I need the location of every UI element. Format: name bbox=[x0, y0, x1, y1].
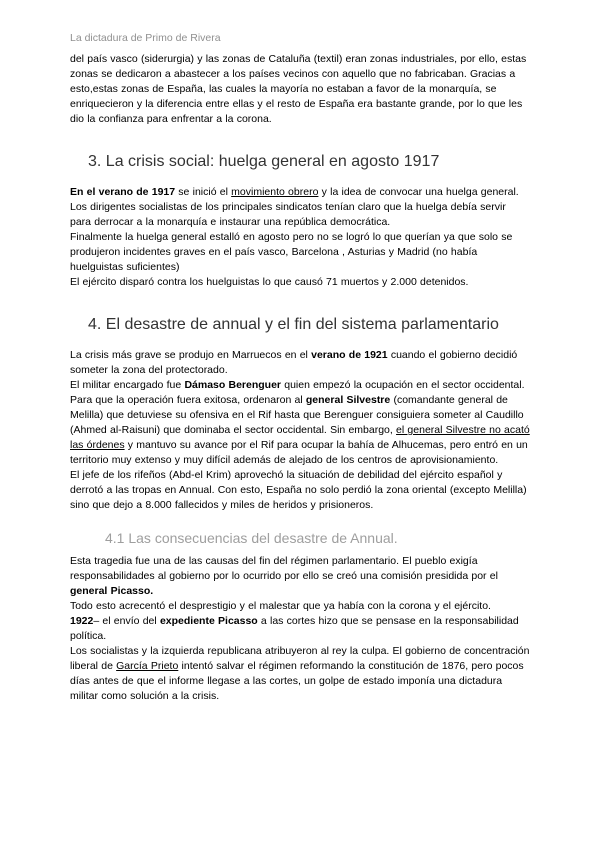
paragraph-ejercito-disparo bbox=[70, 275, 530, 290]
text-run: (comandante general de Melilla) que detuviese su ofensiva en el Rif hasta que Berenguer consiguiera someter al Caudillo (Ahmed al-Raisuni) que dominaba el sector occidental. Sin embargo, bbox=[70, 394, 524, 436]
paragraph-crisis-marruecos bbox=[70, 348, 530, 378]
text-run: a las cortes hizo que se pensase en la responsabilidad política. bbox=[70, 615, 519, 642]
text-run: Esta tragedia fue una de las causas del fin del régimen parlamentario. El pueblo exigía responsabilidades al gobierno por lo ocurrido por ello se creó una comisión presidida por el bbox=[70, 555, 498, 582]
text-run: Los socialistas y la izquierda republicana atribuyeron al rey la culpa. El gobierno de concentración liberal de bbox=[70, 645, 530, 672]
paragraph-expediente-picasso bbox=[70, 614, 530, 644]
text-run: El jefe de los rifeños (Abd-el Krim) aprovechó la situación de debilidad del ejército español y derrotó a las tropas en Annual. Con esto, España no solo perdió la zona oriental (excepto Melilla) sino que dejo a 8.000 fallecidos y miles de heridos y prisioneros. bbox=[70, 469, 527, 511]
bold-text-run: verano de 1921 bbox=[311, 349, 388, 361]
paragraph-industrial-zones bbox=[70, 52, 530, 127]
text-run: se inició el bbox=[175, 186, 232, 198]
underlined-text-run: el general Silvestre no acató las órdenes bbox=[70, 424, 530, 451]
document-body bbox=[70, 52, 530, 704]
bold-text-run: 1922 bbox=[70, 615, 94, 627]
underlined-text-run: García Prieto bbox=[116, 660, 179, 672]
paragraph-huelga-origen bbox=[70, 185, 530, 230]
paragraph-huelga-estallido bbox=[70, 230, 530, 275]
document-header-title: La dictadura de Primo de Rivera bbox=[70, 32, 221, 44]
text-run: Todo esto acrecentó el desprestigio y el malestar que ya había con la corona y el ejército. bbox=[70, 600, 491, 612]
text-run: y mantuvo su avance por el Rif para ocupar la bahía de Alhucemas, pero entró en un territorio muy extenso y muy difícil además de alejado de los centros de aprovisionamiento. bbox=[70, 439, 528, 466]
paragraph-desprestigio bbox=[70, 599, 530, 614]
underlined-text-run: movimiento obrero bbox=[231, 186, 319, 198]
text-run: La crisis más grave se produjo en Marruecos en el bbox=[70, 349, 312, 361]
paragraph-comision-picasso bbox=[70, 554, 530, 599]
bold-text-run: Dámaso Berenguer bbox=[184, 379, 282, 391]
bold-text-run: expediente Picasso bbox=[159, 615, 258, 627]
text-run: intentó salvar el régimen reformando la constitución de 1876, pero pocos días antes de que el informe llegase a las cortes, un golpe de estado imponía una dictadura militar como solución a la crisis. bbox=[70, 660, 524, 702]
bold-text-run: En el verano de 1917 bbox=[70, 186, 176, 198]
bold-text-run: general Silvestre bbox=[305, 394, 391, 406]
text-run: – el envío del bbox=[93, 615, 160, 627]
paragraph-berenguer-silvestre bbox=[70, 378, 530, 468]
paragraph-abd-el-krim bbox=[70, 468, 530, 513]
text-run: El ejército disparó contra los huelguistas lo que causó 71 muertos y 2.000 detenidos. bbox=[70, 276, 469, 288]
text-run: Finalmente la huelga general estalló en agosto pero no se logró lo que querían ya que solo se produjeron incidentes graves en el país vasco, Barcelona , Asturias y Madrid (no había huelguistas suficientes) bbox=[70, 231, 513, 273]
subsection-heading-4-1-consecuencias: 4.1 Las consecuencias del desastre de Annual. bbox=[105, 530, 398, 546]
bold-text-run: general Picasso. bbox=[70, 585, 154, 597]
text-run: quien empezó la ocupación en el sector occidental. Para que la operación fuera exitosa, ordenaron al bbox=[70, 379, 525, 406]
section-heading-3-crisis-social: 3. La crisis social: huelga general en agosto 1917 bbox=[88, 153, 440, 170]
text-run: cuando el gobierno decidió someter la zona del protectorado. bbox=[70, 349, 518, 376]
paragraph-garcia-prieto-golpe bbox=[70, 644, 530, 704]
text-run: El militar encargado fue bbox=[70, 379, 185, 391]
text-run: del país vasco (siderurgia) y las zonas de Cataluña (textil) eran zonas industriales, por ello, estas zonas se dedicaron a abastecer a los países vecinos con aquello que no fabricaban. Gracias a esto,estas zonas de España, las cuales la mayoría no estaban a favor de la monarquía, se enriquecieron y la diferencia entre ellas y el resto de España era bastante grande, por lo que les dio la confianza para enfrentar a la corona. bbox=[70, 53, 527, 125]
section-heading-4-desastre-annual: 4. El desastre de annual y el fin del sistema parlamentario bbox=[88, 316, 499, 333]
text-run: y la idea de convocar una huelga general. Los dirigentes socialistas de los principales sindicatos tenían claro que la huelga debía servir para derrocar a la monarquía e instaurar una república democrática. bbox=[70, 186, 519, 228]
